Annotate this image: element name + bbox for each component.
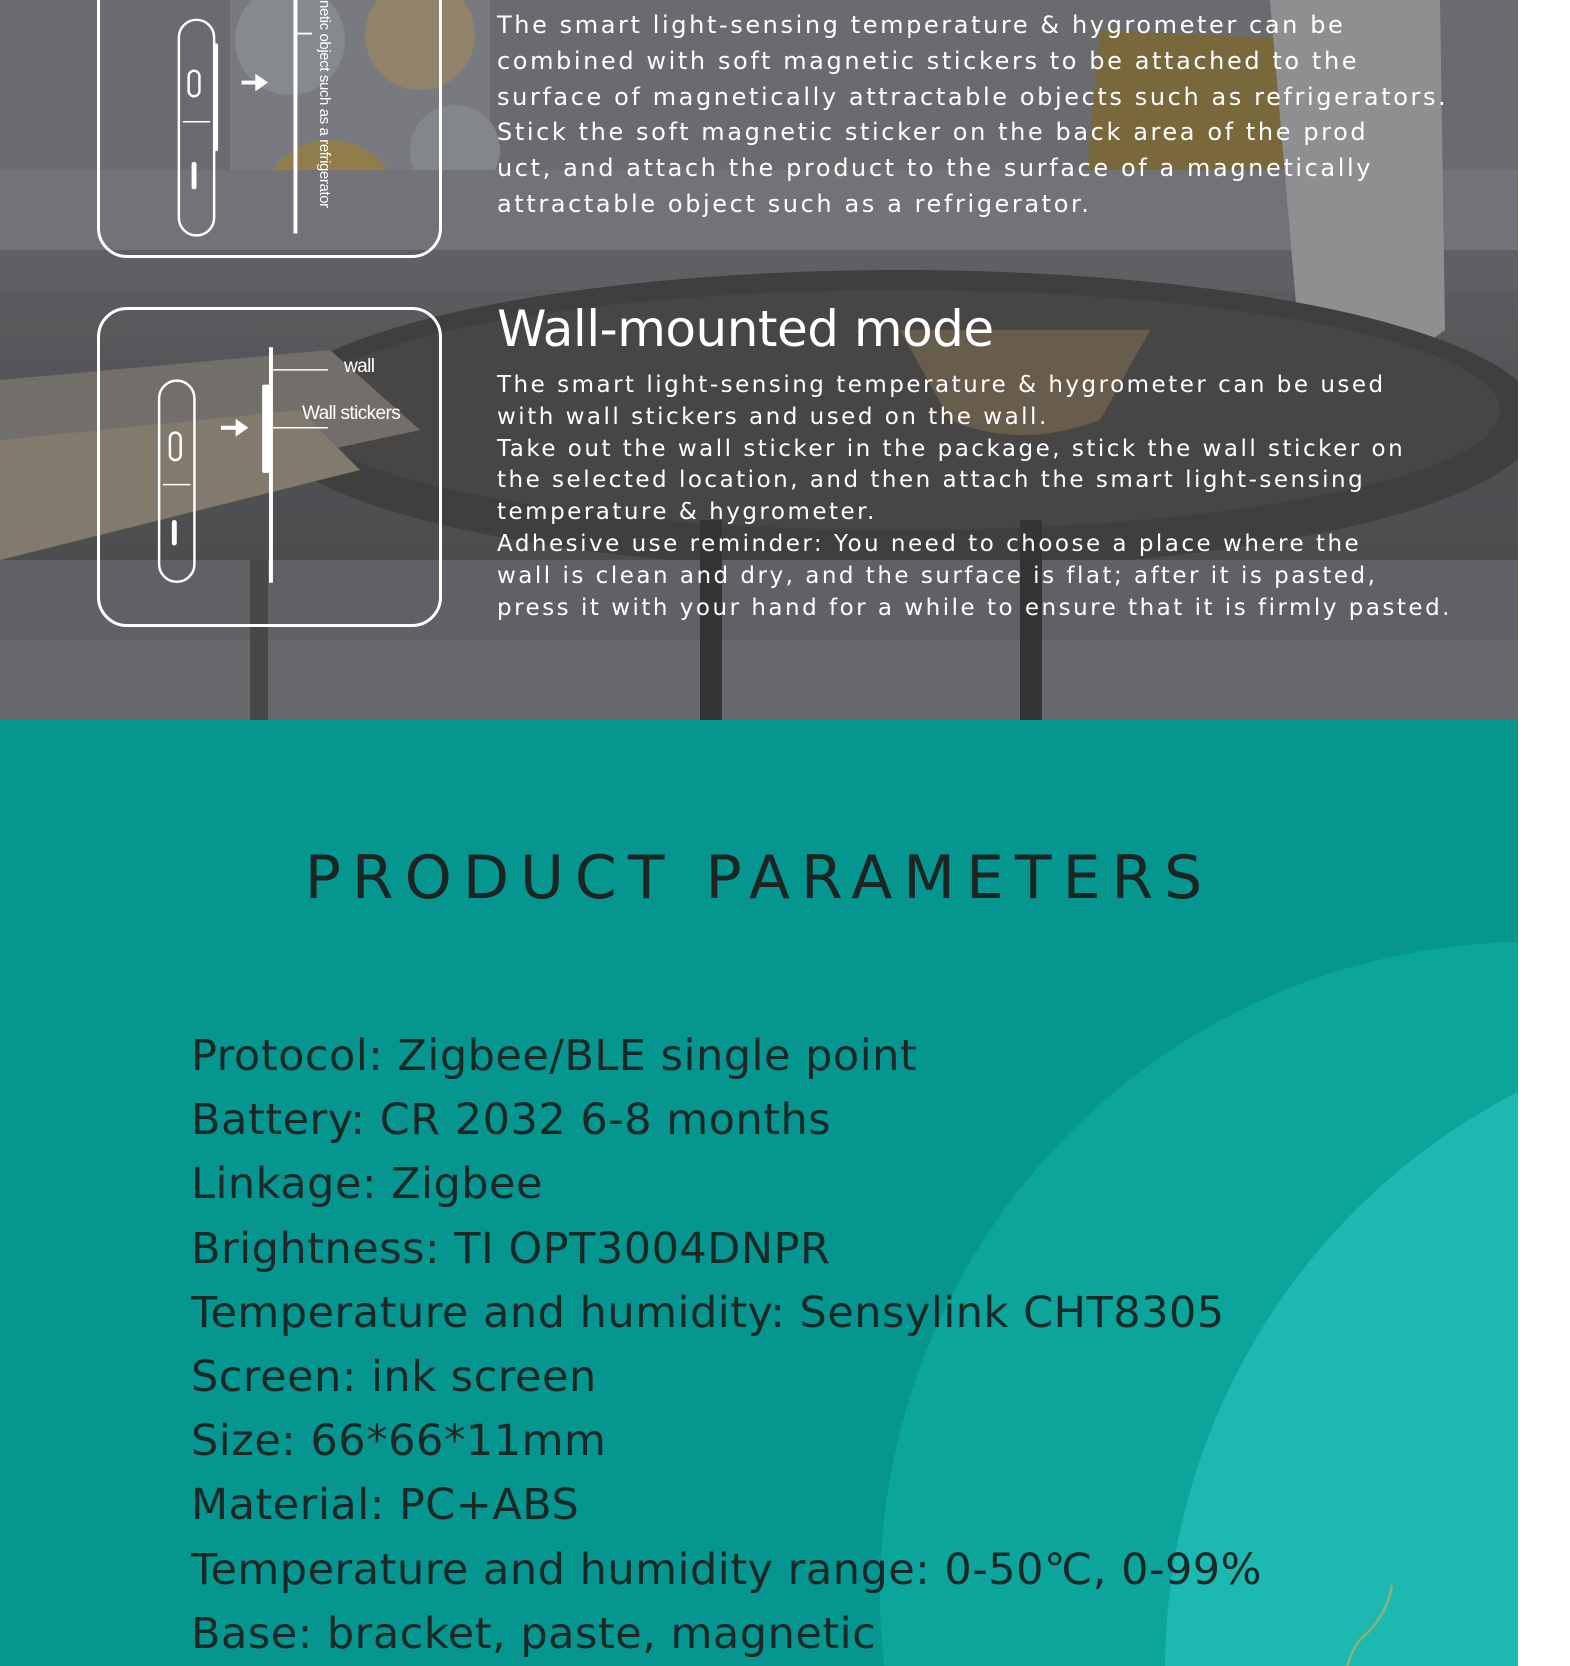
plant-stem-decoration: [1340, 1585, 1400, 1666]
param-battery: Battery: CR 2032 6-8 months: [191, 1095, 832, 1146]
wall-stickers-label: Wall stickers: [302, 403, 401, 424]
param-brightness: Brightness: TI OPT3004DNPR: [191, 1223, 831, 1274]
wall-label: wall: [344, 356, 375, 377]
param-material: Material: PC+ABS: [191, 1480, 580, 1531]
wall-mode-title: Wall-mounted mode: [497, 300, 994, 358]
device-wall-illustration: [100, 310, 439, 624]
param-protocol: Protocol: Zigbee/BLE single point: [191, 1031, 918, 1081]
param-size: Size: 66*66*11mm: [191, 1416, 607, 1467]
param-linkage: Linkage: Zigbee: [191, 1159, 543, 1210]
product-parameters-section: [0, 720, 1518, 1666]
param-screen: Screen: ink screen: [191, 1352, 597, 1403]
param-temperature-humidity-range: Temperature and humidity range: 0-50℃, 0-99%: [191, 1544, 1263, 1595]
parameter-list: [191, 1024, 1262, 1666]
magnetic-mode-diagram: [97, 0, 442, 258]
magnetic-mode-description: The smart light-sensing temperature & hygrometer can be combined with soft magnetic stickers to be attached to the surface of magnetically attractable objects such as refrigerators. Stick the soft magnetic sticker on the back area of the prod uct, and attach the product to the surface of a magnetically attractable object such as a refrigerator.: [497, 11, 1449, 218]
wall-mode-description: The smart light-sensing temperature & hygrometer can be used with wall stickers and used on the wall. Take out the wall sticker in the package, stick the wall sticker on the selected location, and then attach the smart light-sensing temperature & hygrometer. Adhesive use reminder: You need to choose a place where the wall is clean and dry, and the surface is flat; after it is pasted, press it with your hand for a while to ensure that it is firmly pasted.: [497, 372, 1452, 621]
magnetic-object-caption-text: netic object such as a refrigerator: [316, 0, 333, 208]
product-parameters-heading: PRODUCT PARAMETERS: [304, 843, 1214, 913]
device-magnetic-illustration: [100, 0, 439, 255]
param-temperature-humidity-sensor: Temperature and humidity: Sensylink CHT8305: [191, 1287, 1225, 1338]
usage-modes-section: [0, 0, 1518, 720]
wall-mode-diagram: [97, 307, 442, 627]
param-base: Base: bracket, paste, magnetic: [191, 1608, 877, 1659]
